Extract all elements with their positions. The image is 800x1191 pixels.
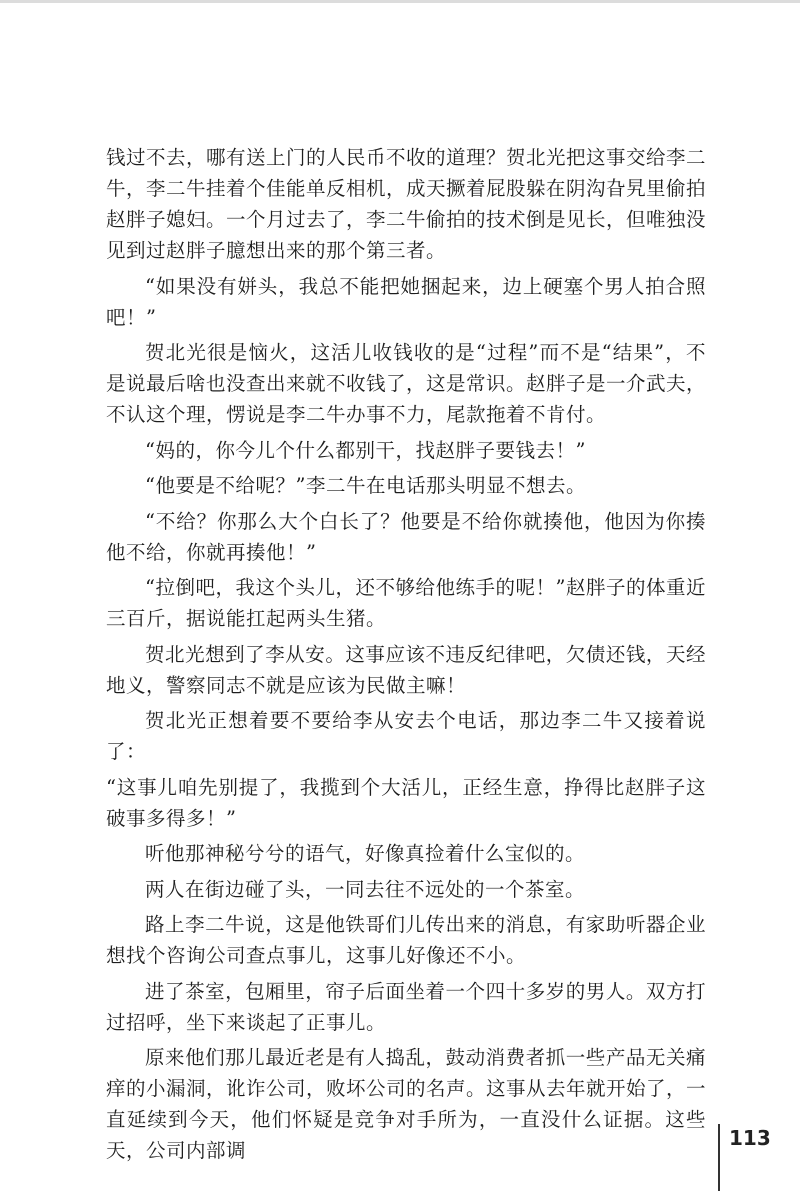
paragraph: 路上李二牛说，这是他铁哥们儿传出来的消息，有家助听器企业想找个咨询公司查点事儿，这事儿好像还不小。: [106, 913, 706, 967]
paragraph: “不给？你那么大个白长了？他要是不给你就揍他，他因为你揍他不给，你就再揍他！”: [106, 509, 706, 564]
paragraph: “妈的，你今儿个什么都别干，找赵胖子要钱去！”: [145, 438, 586, 462]
paragraph: 贺北光想到了李从安。这事应该不违反纪律吧，欠债还钱，天经地义，警察同志不就是应该为民做主嘛！: [106, 642, 706, 697]
paragraph: 听他那神秘兮兮的语气，好像真捡着什么宝似的。: [145, 842, 586, 865]
paragraph: “他要是不给呢？”李二牛在电话那头明显不想去。: [145, 474, 586, 497]
paragraph: 贺北光很是恼火，这活儿收钱收的是“过程”而不是“结果”，不是说最后啥也没查出来就不收钱了，这是常识。赵胖子是一介武夫，不认这个理，愣说是李二牛办事不力，尾款拖着不肯付。: [106, 341, 707, 426]
paragraph: 进了茶室，包厢里，帘子后面坐着一个四十多岁的男人。双方打过招呼，坐下来谈起了正事儿。: [106, 979, 706, 1034]
paragraph: “如果没有姘头，我总不能把她捆起来，边上硬塞个男人拍合照吧！”: [106, 274, 706, 329]
body-text: [106, 142, 706, 1171]
paragraph: “这事儿咱先别提了，我揽到个大活儿，正经生意，挣得比赵胖子这破事多得多！”: [106, 775, 706, 830]
paragraph: 贺北光正想着要不要给李从安去个电话，那边李二牛又接着说了：: [106, 709, 706, 763]
paragraph: 原来他们那儿最近老是有人捣乱，鼓动消费者抓一些产品无关痛痒的小漏洞，讹诈公司，败坏公司的名声。这事从去年就开始了，一直延续到今天，他们怀疑是竞争对手所为，一直没什么证据。这些天，公司内部调: [106, 1046, 707, 1162]
paragraph: 两人在街边碰了头，一同去往不远处的一个茶室。: [145, 877, 586, 901]
page-number-rule: [718, 1124, 720, 1191]
paragraph: 钱过不去，哪有送上门的人民币不收的道理？贺北光把这事交给李二牛，李二牛挂着个佳能单反相机，成天撅着屁股躲在阴沟旮旯里偷拍赵胖子媳妇。一个月过去了，李二牛偷拍的技术倒是见长，但唯独没见到过赵胖子臆想出来的那个第三者。: [106, 146, 707, 262]
page-number: 113: [729, 1126, 771, 1150]
top-edge-shadow: [0, 0, 800, 3]
paragraph: “拉倒吧，我这个头儿，还不够给他练手的呢！”赵胖子的体重近三百斤，据说能扛起两头生猪。: [106, 576, 706, 630]
